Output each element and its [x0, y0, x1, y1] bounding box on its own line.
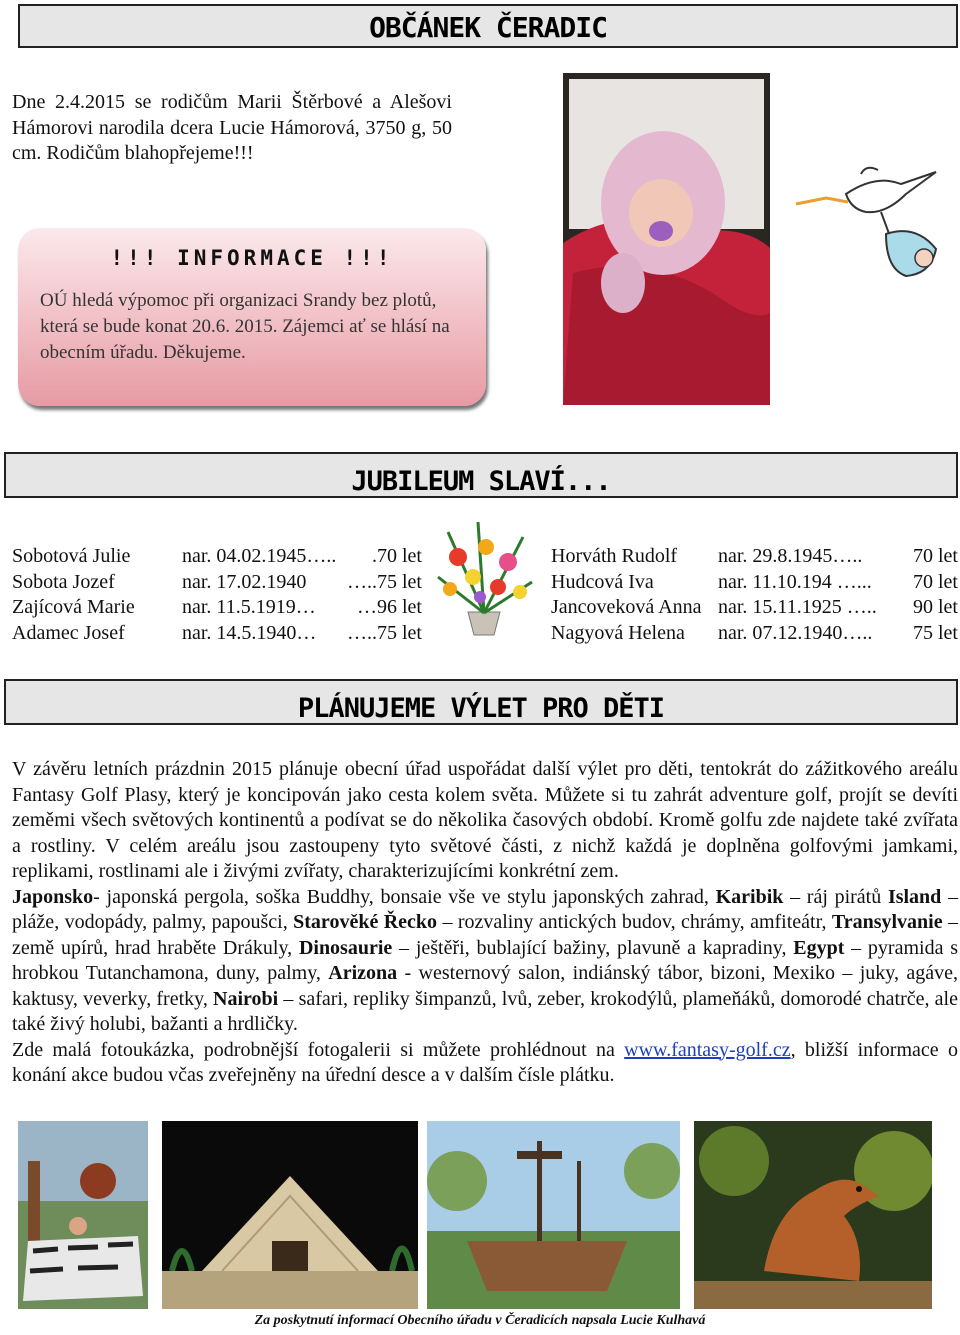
jubilee-dates-left — [182, 544, 336, 646]
fantasy-golf-link[interactable]: www.fantasy-golf.cz — [624, 1038, 791, 1061]
photo-pirate-ship — [427, 1121, 680, 1309]
list-item: 90 let — [913, 596, 958, 618]
list-item: Jancoveková Anna — [551, 596, 702, 618]
footer-credit: Za poskytnutí informací Obecního úřadu v Čeradicích napsala Lucie Kulhavá — [254, 1313, 706, 1328]
list-item: nar. 14.5.1940… — [182, 621, 317, 644]
trip-title: PLÁNUJEME VÝLET PRO DĚTI — [4, 679, 958, 725]
trip-article — [12, 757, 958, 1089]
list-item: 70 let — [913, 545, 958, 567]
trip-paragraph: V závěru letních prázdnin 2015 plánuje obecní úřad uspořádat další výlet pro děti, tentokrát do zážitkového areálu Fantasy Golf Plasy, který je koncipován jako cesta kolem světa. Můžete si tu zahrát adventure golf, projít se devíti zeměmi všech světových kontinentů a podívat se do několika časových období. Kromě golfu zde najdete také zvířata a rostliny. V celém areálu jsou zastoupeny tyto světové části, z nichž každá je doplněna golfovými jamkami, replikami, rostlinami ale i živými zvířaty, charakterizujícími konkrétní zem. — [12, 758, 958, 882]
list-item: nar. 07.12.1940….. — [718, 621, 873, 644]
list-item: Sobota Jozef — [12, 570, 115, 593]
photo-pyramid-night — [162, 1121, 418, 1309]
photo-dinosaur — [694, 1121, 932, 1309]
info-box — [18, 228, 486, 406]
list-item: Adamec Josef — [12, 621, 125, 644]
list-item: 75 let — [913, 621, 958, 644]
jubilee-names-left — [12, 544, 135, 646]
jubilee-ages-right — [913, 544, 958, 646]
baby-photo — [563, 73, 770, 405]
list-item: .70 let — [372, 545, 422, 567]
list-item: nar. 15.11.1925 ….. — [718, 596, 877, 618]
page-title: OBČÁNEK ČERADIC — [18, 4, 958, 48]
list-item: Nagyová Helena — [551, 621, 685, 644]
trip-gallery-paragraph: Zde malá fotoukázka, podrobnější fotogalerii si můžete prohlédnout na www.fantasy-golf.cz, bližší informace o konání akce budou včas zveřejněny na úřední desce a v dalším čísle plátku. — [12, 1038, 958, 1086]
list-item: nar. 04.02.1945….. — [182, 545, 337, 567]
jubilee-ages-left — [347, 544, 422, 646]
list-item: Horváth Rudolf — [551, 545, 678, 567]
flower-bouquet-image — [428, 517, 540, 637]
list-item: nar. 17.02.1940 — [182, 570, 307, 593]
list-item: …96 let — [357, 596, 422, 618]
photo-jeep-safari — [18, 1121, 148, 1309]
jubilee-title: JUBILEUM SLAVÍ... — [4, 452, 958, 498]
jubilee-dates-right — [718, 544, 877, 646]
list-item: Hudcová Iva — [551, 570, 654, 593]
info-title: !!! INFORMACE !!! — [110, 246, 394, 270]
list-item: …..75 let — [347, 570, 422, 593]
info-text: OÚ hledá výpomoc při organizaci Srandy bez plotů, která se bude konat 20.6. 2015. Zájemci ať se hlásí na obecním úřadu. Děkujeme. — [40, 290, 450, 363]
birth-announcement: Dne 2.4.2015 se rodičům Marii Štěrbové a Alešovi Hámorovi narodila dcera Lucie Hámorová, 3750 g, 50 cm. Rodičům blahopřejeme!!! — [12, 91, 452, 164]
list-item: nar. 29.8.1945….. — [718, 545, 863, 567]
stork-illustration — [786, 164, 948, 290]
list-item: 70 let — [913, 570, 958, 593]
list-item: Sobotová Julie — [12, 545, 131, 567]
trip-zones-paragraph: Japonsko- japonská pergola, soška Buddhy, bonsaie vše ve stylu japonských zahrad, Karibik – ráj pirátů Island – pláže, vodopády, palmy, papoušci, Starověké Řecko – rozvaliny antických budov, chrámy, amfiteátr, Transylvanie – země upírů, hrad hraběte Drákuly, Dinosaurie – ještěři, bublající bažiny, plavuně a kapradiny, Egypt – pyramida s hrobkou Tutanchamona, duny, palmy, Arizona - westernový salon, indiánský tábor, bizoni, Mexiko – juky, agáve, kaktusy, veverky, fretky, Nairobi – safari, repliky šimpanzů, lvů, zeber, krokodýlů, plameňáků, domorodé chatrče, ale také živý holubi, bažanti a hrdličky. — [12, 885, 959, 1035]
list-item: …..75 let — [347, 621, 422, 644]
jubilee-names-right — [551, 544, 702, 646]
list-item: nar. 11.5.1919… — [182, 596, 316, 618]
list-item: Zajícová Marie — [12, 596, 135, 618]
list-item: nar. 11.10.194 …... — [718, 570, 872, 593]
